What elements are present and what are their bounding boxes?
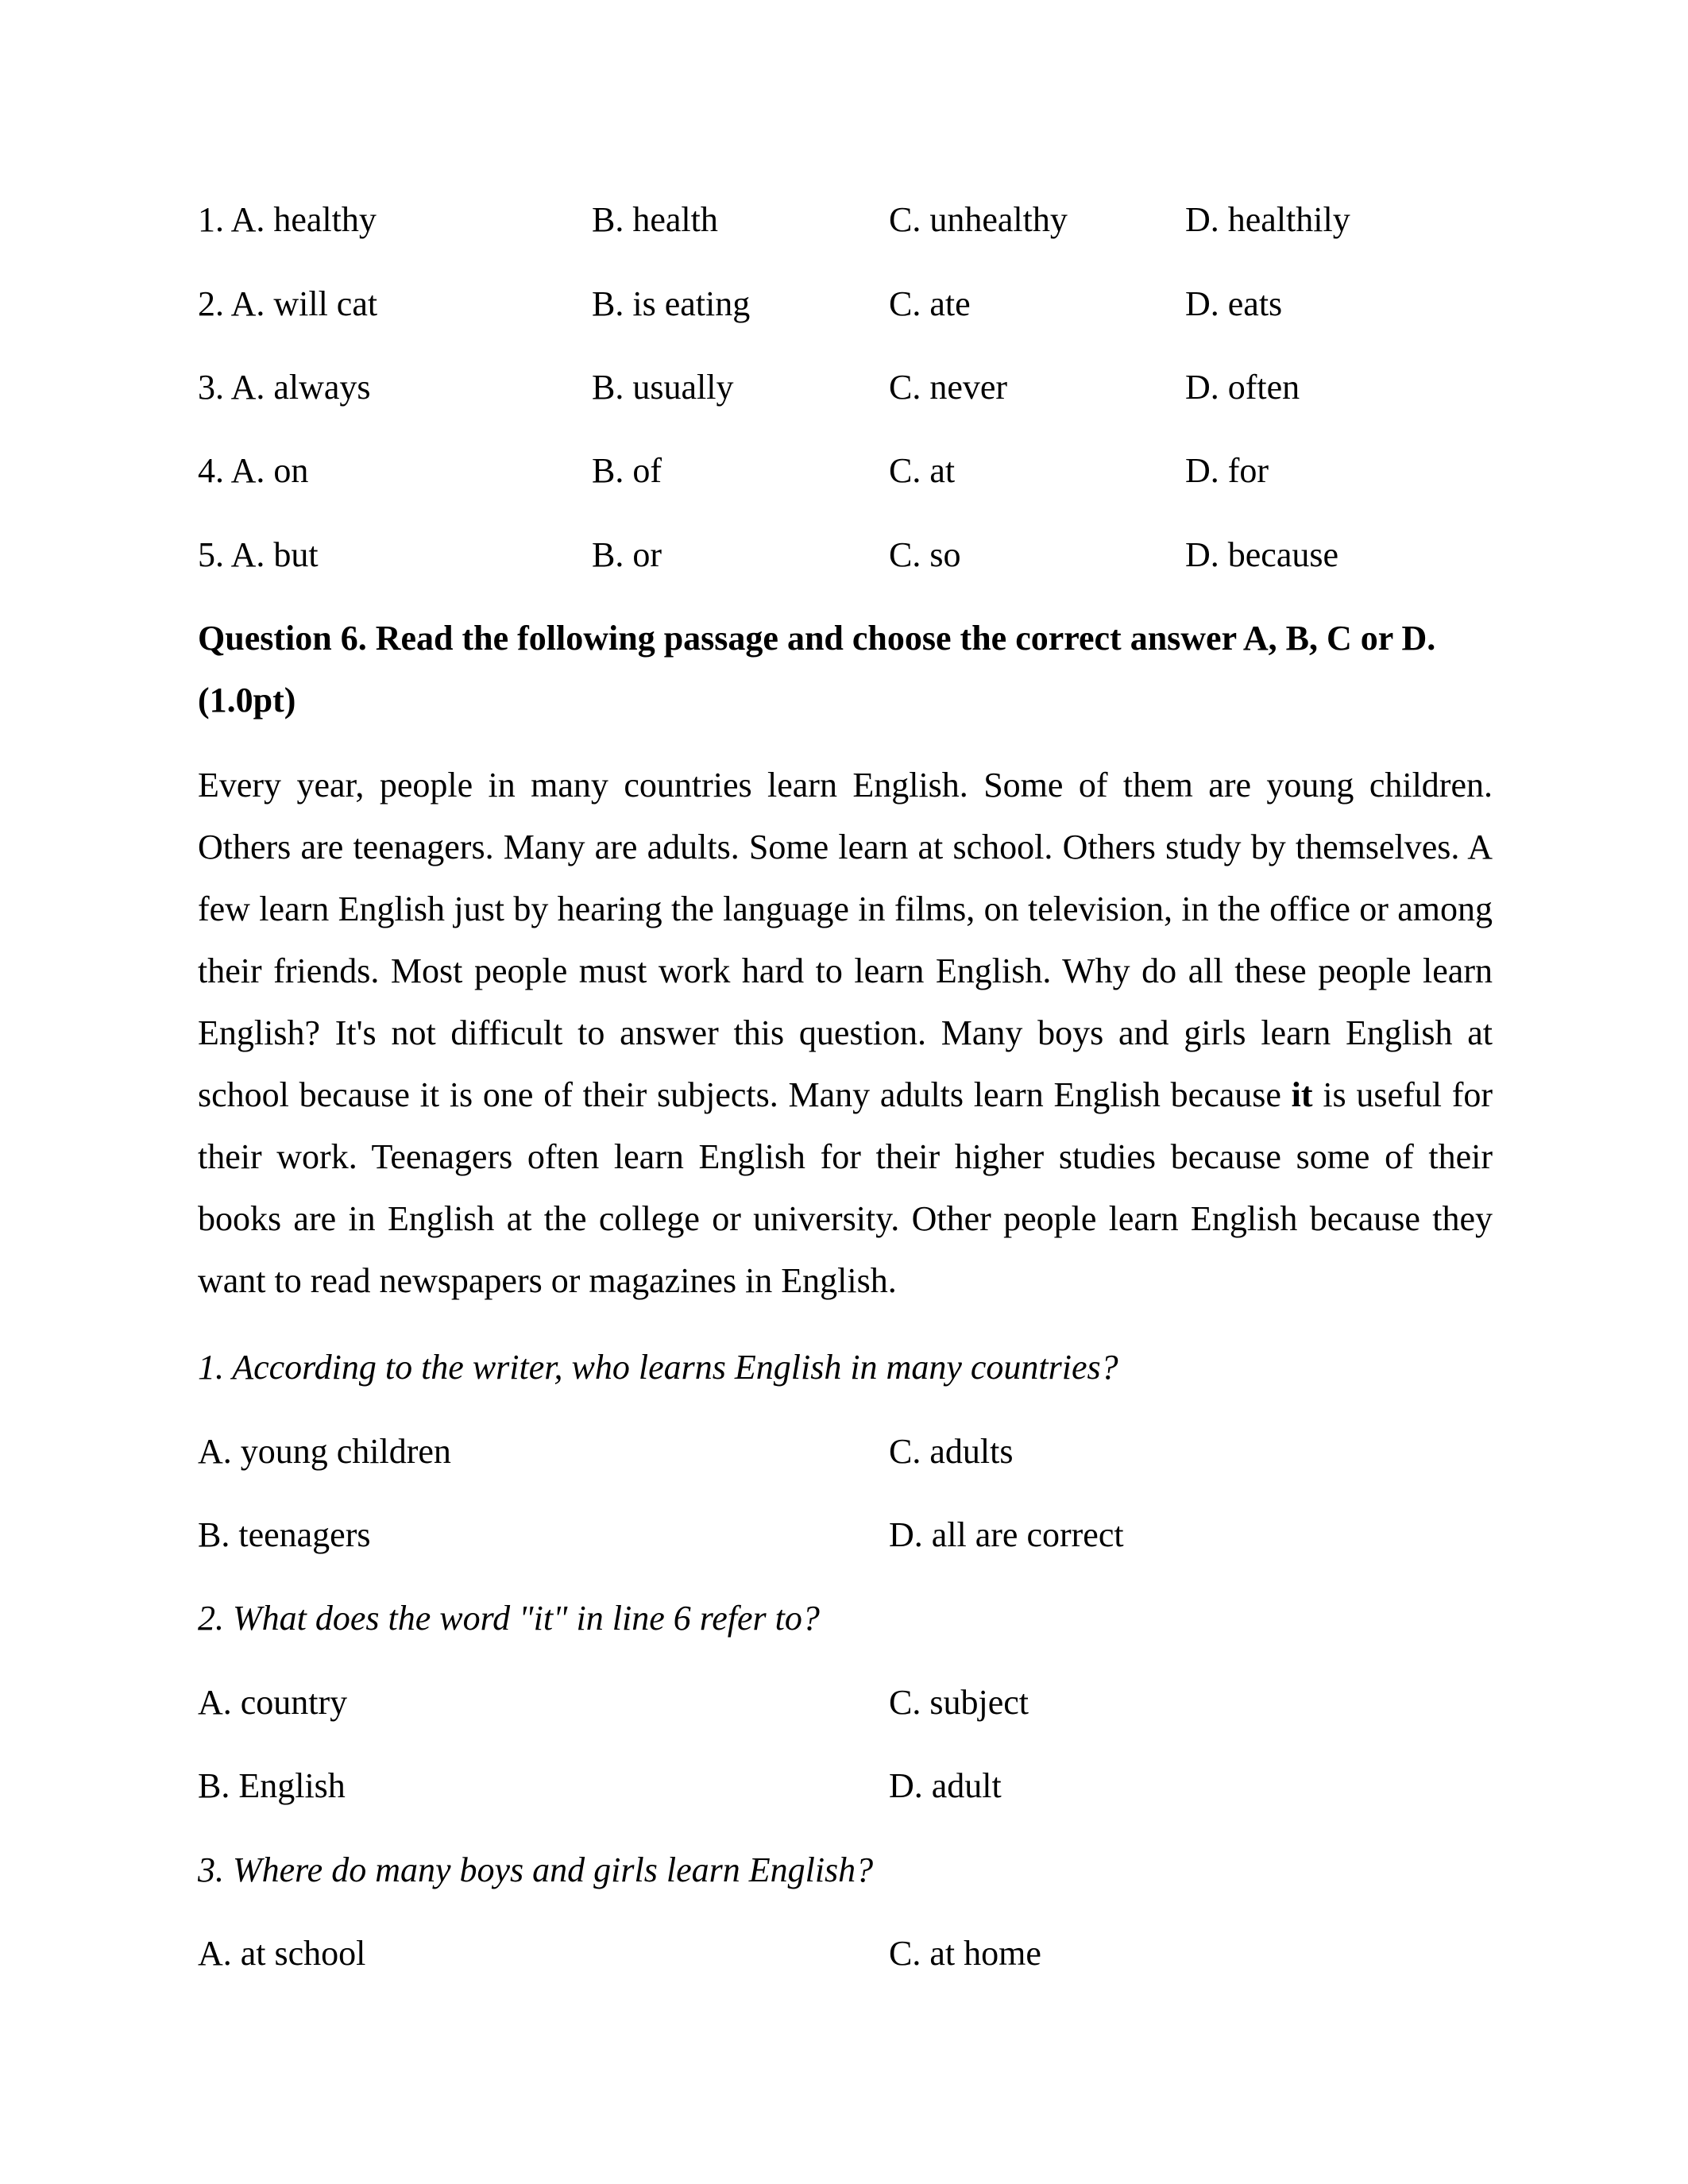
reading-passage (198, 754, 1493, 1312)
option-d: D. because (1185, 535, 1339, 574)
answer-row (198, 1930, 1493, 1978)
answer-row (198, 1428, 1493, 1476)
option-b: B. usually (592, 368, 734, 407)
option-b: B. or (592, 535, 662, 574)
option-d: D. for (1185, 451, 1269, 490)
option-row-2 (198, 280, 1493, 328)
option-row-4 (198, 447, 1493, 495)
option-a: 5. A. but (198, 535, 319, 574)
option-c: C. never (889, 368, 1008, 407)
option-d: D. healthily (1185, 200, 1350, 239)
answer-c: C. adults (889, 1432, 1014, 1471)
option-d: D. often (1185, 368, 1300, 407)
option-row-5 (198, 531, 1493, 579)
answer-b: B. English (198, 1766, 346, 1805)
answer-a: A. at school (198, 1934, 366, 1973)
answer-c: C. at home (889, 1934, 1041, 1973)
question-6-heading: Question 6. Read the following passage and choose the correct answer A, B, C or D. (1.0pt) (198, 619, 1436, 720)
answer-row (198, 1511, 1493, 1559)
option-c: C. at (889, 451, 956, 490)
option-d: D. eats (1185, 284, 1283, 323)
answer-d: D. all are correct (889, 1515, 1124, 1554)
answer-a: A. country (198, 1683, 348, 1722)
option-c: C. so (889, 535, 961, 574)
passage-text-part1: Every year, people in many countries learn English. Some of them are young children. Others are teenagers. Many are adults. Some learn at school. Others study by themselves. A few learn English just by hearing the language in films, on television, in the office or among their friends. Most people must work hard to learn English. Why do all these people learn English? It's not difficult to answer this question. Many boys and girls learn English at school because it is one of their subjects. Many adults learn English because (198, 766, 1493, 1114)
option-b: B. health (592, 200, 718, 239)
answer-b: B. teenagers (198, 1515, 371, 1554)
subquestion-1: 1. According to the writer, who learns English in many countries? (198, 1348, 1118, 1387)
option-a: 4. A. on (198, 451, 309, 490)
passage-bold-word: it (1291, 1075, 1313, 1114)
option-a: 1. A. healthy (198, 200, 377, 239)
option-b: B. of (592, 451, 662, 490)
option-row-3 (198, 364, 1493, 411)
option-a: 2. A. will cat (198, 284, 378, 323)
subquestion-2: 2. What does the word "it" in line 6 refer to? (198, 1599, 820, 1638)
option-a: 3. A. always (198, 368, 371, 407)
answer-a: A. young children (198, 1432, 451, 1471)
answer-row (198, 1762, 1493, 1810)
option-c: C. ate (889, 284, 971, 323)
answer-row (198, 1679, 1493, 1727)
answer-c: C. subject (889, 1683, 1029, 1722)
answer-d: D. adult (889, 1766, 1002, 1805)
option-b: B. is eating (592, 284, 751, 323)
option-row-1 (198, 196, 1493, 244)
option-c: C. unhealthy (889, 200, 1068, 239)
subquestion-3: 3. Where do many boys and girls learn English? (198, 1850, 874, 1889)
passage-text-part2: is useful for their work. Teenagers often learn English for their higher studies because some of their books are in English at the college or university. Other people learn English because they want to read newspapers or magazines in English. (198, 1075, 1493, 1300)
